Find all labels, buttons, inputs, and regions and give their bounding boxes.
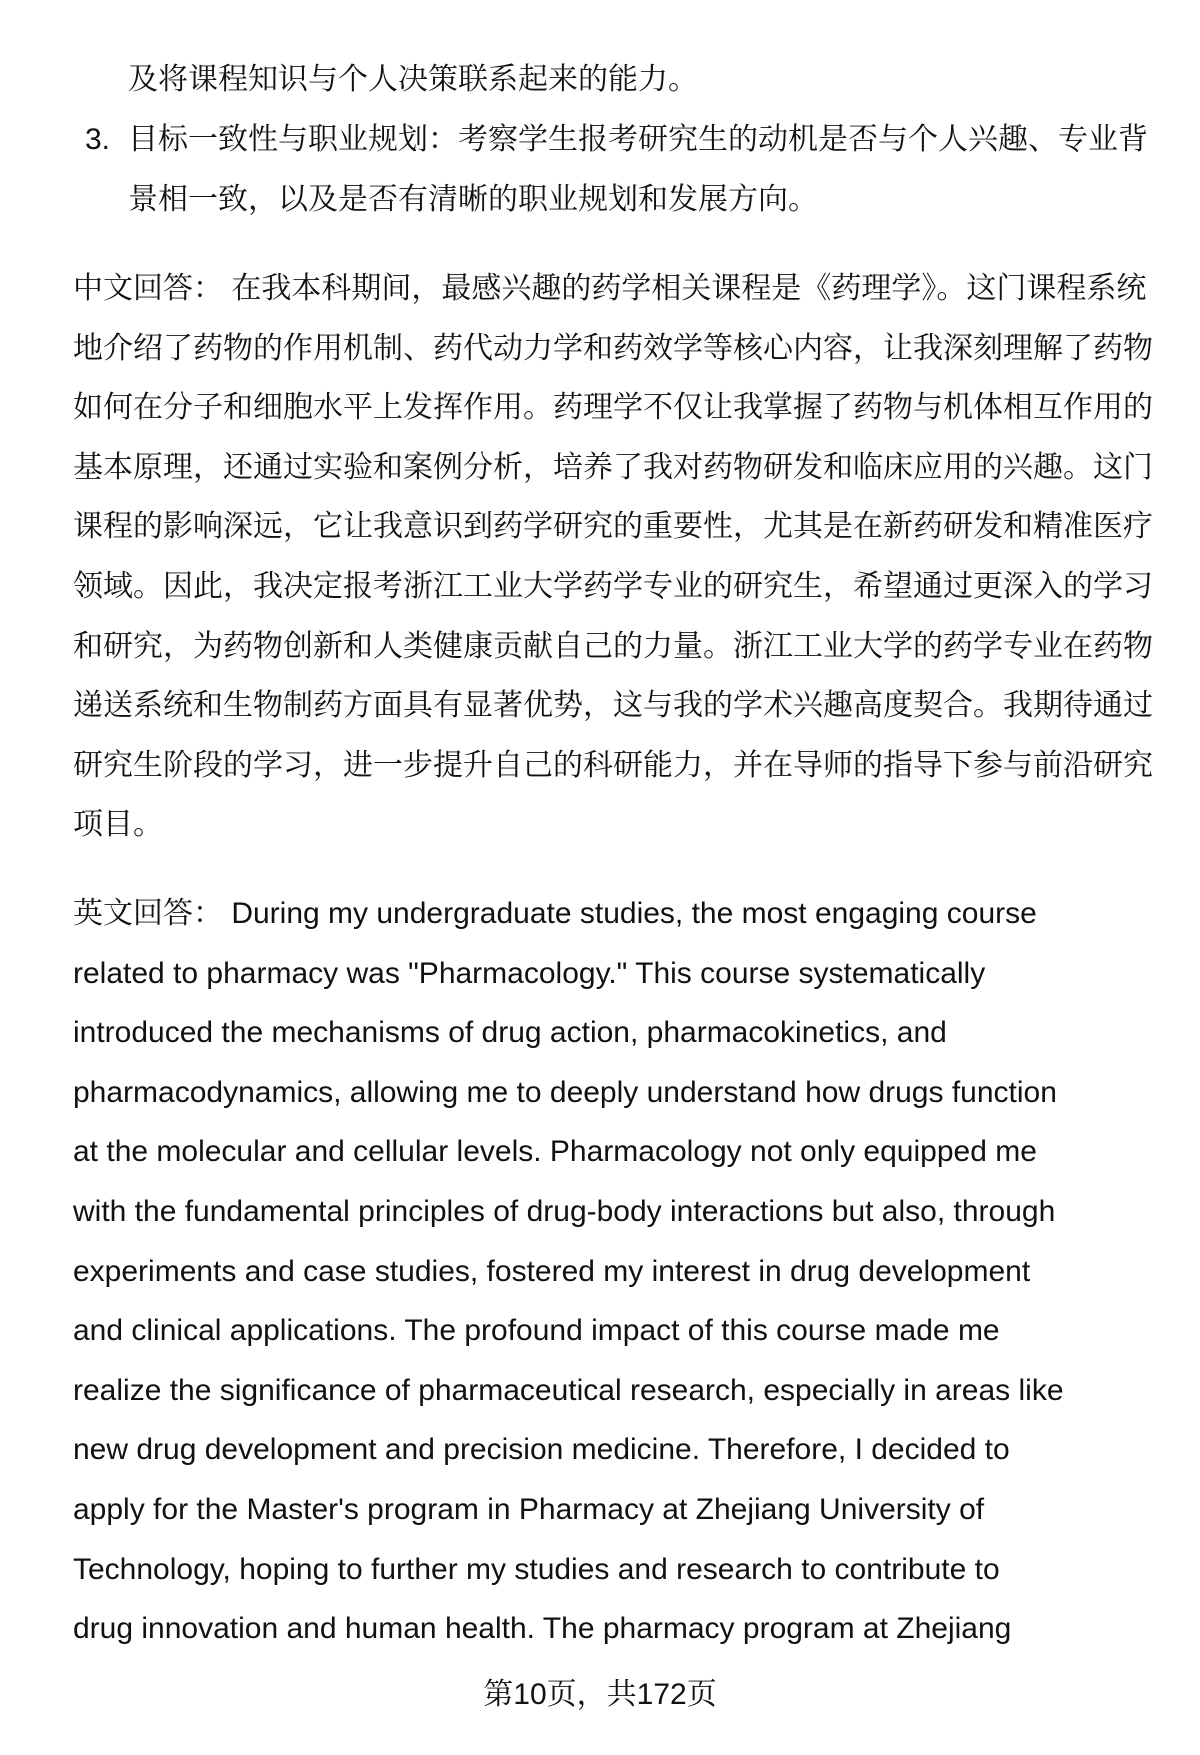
paragraph-line: experiments and case studies, fostered my interest in drug development — [73, 1254, 1031, 1288]
paragraph-line: 课程的影响深远，它让我意识到药学研究的重要性，尤其是在新药研发和精准医疗 — [73, 510, 1153, 544]
paragraph-line: and clinical applications. The profound impact of this course made me — [73, 1314, 1000, 1348]
list-item-3-line: 景相一致，以及是否有清晰的职业规划和发展方向。 — [128, 183, 818, 216]
paragraph-line: 研究生阶段的学习，进一步提升自己的科研能力，并在导师的指导下参与前沿研究 — [73, 748, 1153, 782]
paragraph-line: 项目。 — [73, 808, 163, 842]
paragraph-line: 如何在分子和细胞水平上发挥作用。药理学不仅让我掌握了药物与机体相互作用的 — [73, 391, 1153, 425]
paragraph-line: realize the significance of pharmaceutical research, especially in areas like — [73, 1373, 1064, 1407]
paragraph-line: related to pharmacy was "Pharmacology." This course systematically — [73, 956, 986, 990]
paragraph-line: at the molecular and cellular levels. Pharmacology not only equipped me — [73, 1135, 1037, 1169]
list-item-3-line: 目标一致性与职业规划：考察学生报考研究生的动机是否与个人兴趣、专业背 — [128, 123, 1148, 156]
paragraph-line: 英文回答： During my undergraduate studies, the most engaging course — [73, 897, 1037, 930]
paragraph-line: with the fundamental principles of drug-body interactions but also, through — [73, 1195, 1056, 1228]
paragraph-line: new drug development and precision medicine. Therefore, I decided to — [73, 1433, 1010, 1467]
paragraph-line: Technology, hoping to further my studies and research to contribute to — [73, 1552, 1000, 1586]
paragraph-line: drug innovation and human health. The pharmacy program at Zhejiang — [73, 1612, 1012, 1646]
list-item-2-continuation: 及将课程知识与个人决策联系起来的能力。 — [128, 63, 698, 96]
paragraph-line: apply for the Master's program in Pharmacy at Zhejiang University of — [73, 1493, 985, 1526]
paragraph-line: 和研究，为药物创新和人类健康贡献自己的力量。浙江工业大学的药学专业在药物 — [73, 629, 1153, 663]
paragraph-line: introduced the mechanisms of drug action, pharmacokinetics, and — [73, 1016, 947, 1050]
paragraph-line: 领域。因此，我决定报考浙江工业大学药学专业的研究生，希望通过更深入的学习 — [73, 570, 1153, 603]
paragraph-line: 地介绍了药物的作用机制、药代动力学和药效学等核心内容，让我深刻理解了药物 — [73, 331, 1153, 365]
list-number: 3. — [85, 123, 111, 156]
paragraph-line: 中文回答： 在我本科期间，最感兴趣的药学相关课程是《药理学》。这门课程系统 — [73, 272, 1147, 305]
paragraph-line: pharmacodynamics, allowing me to deeply understand how drugs function — [73, 1075, 1057, 1109]
paragraph-line: 递送系统和生物制药方面具有显著优势，这与我的学术兴趣高度契合。我期待通过 — [73, 689, 1153, 723]
paragraph-line: 基本原理，还通过实验和案例分析，培养了我对药物研发和临床应用的兴趣。这门 — [73, 450, 1153, 484]
page-number-footer: 第10页，共172页 — [483, 1678, 717, 1711]
